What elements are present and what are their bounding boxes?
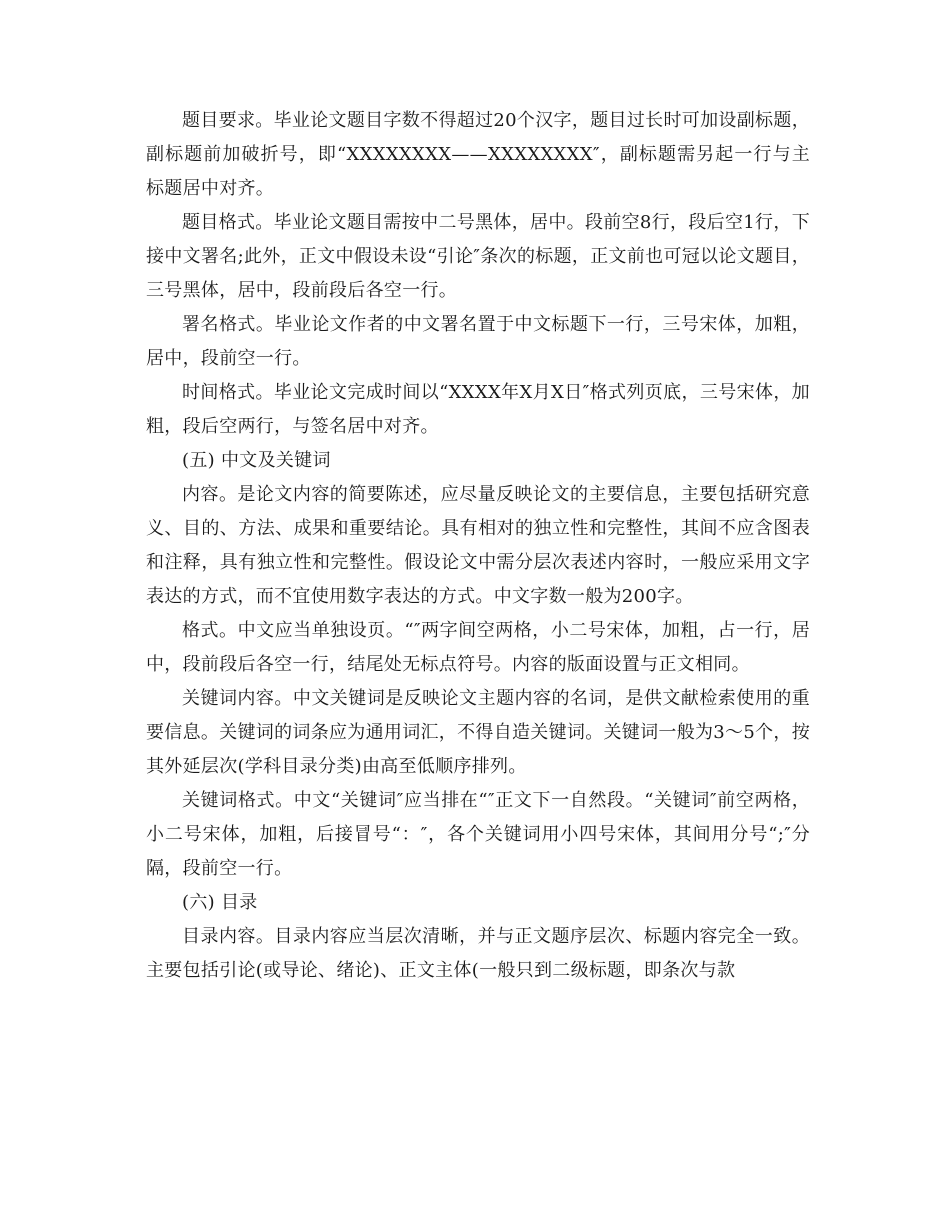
- document-body: [146, 104, 810, 988]
- paragraph-title-format: 题目格式。毕业论文题目需按中二号黑体，居中。段前空8行，段后空1行，下接中文署名;此外，正文中假设未设“引论″条次的标题，正文前也可冠以论文题目，三号黑体，居中，段前段后各空一行。: [146, 212, 810, 301]
- section-heading-table-of-contents: (六) 目录: [182, 892, 258, 913]
- paragraph-signature-format: 署名格式。毕业论文作者的中文署名置于中文标题下一行，三号宋体，加粗，居中，段前空一行。: [146, 314, 810, 369]
- paragraph-abstract-format: 格式。中文应当单独设页。“″两字间空两格，小二号宋体，加粗，占一行，居中，段前段后各空一行，结尾处无标点符号。内容的版面设置与正文相同。: [146, 620, 810, 675]
- paragraph-date-format: 时间格式。毕业论文完成时间以“XXXX年X月X日″格式列页底，三号宋体，加粗，段后空两行，与签名居中对齐。: [146, 382, 810, 437]
- section-heading-abstract-keywords: (五) 中文及关键词: [182, 450, 331, 471]
- paragraph-keywords-content: 关键词内容。中文关键词是反映论文主题内容的名词，是供文献检索使用的重要信息。关键词的词条应为通用词汇，不得自造关键词。关键词一般为3～5个，按其外延层次(学科目录分类)由高至低顺序排列。: [146, 688, 811, 777]
- paragraph-abstract-content: 内容。是论文内容的简要陈述，应尽量反映论文的主要信息，主要包括研究意义、目的、方法、成果和重要结论。具有相对的独立性和完整性，其间不应含图表和注释，具有独立性和完整性。假设论文中需分层次表述内容时，一般应采用文字表达的方式，而不宜使用数字表达的方式。中文字数一般为200字。: [146, 484, 810, 607]
- paragraph-toc-content: 目录内容。目录内容应当层次清晰，并与正文题序层次、标题内容完全一致。主要包括引论(或导论、绪论)、正文主体(一般只到二级标题，即条次与款: [146, 926, 810, 981]
- paragraph-title-requirements: 题目要求。毕业论文题目字数不得超过20个汉字，题目过长时可加设副标题，副标题前加破折号，即“XXXXXXXX——XXXXXXXX″，副标题需另起一行与主标题居中对齐。: [146, 110, 810, 199]
- paragraph-keywords-format: 关键词格式。中文“关键词″应当排在“″正文下一自然段。“关键词″前空两格，小二号宋体，加粗，后接冒号“：″，各个关键词用小四号宋体，其间用分号“;″分隔，段前空一行。: [146, 790, 810, 879]
